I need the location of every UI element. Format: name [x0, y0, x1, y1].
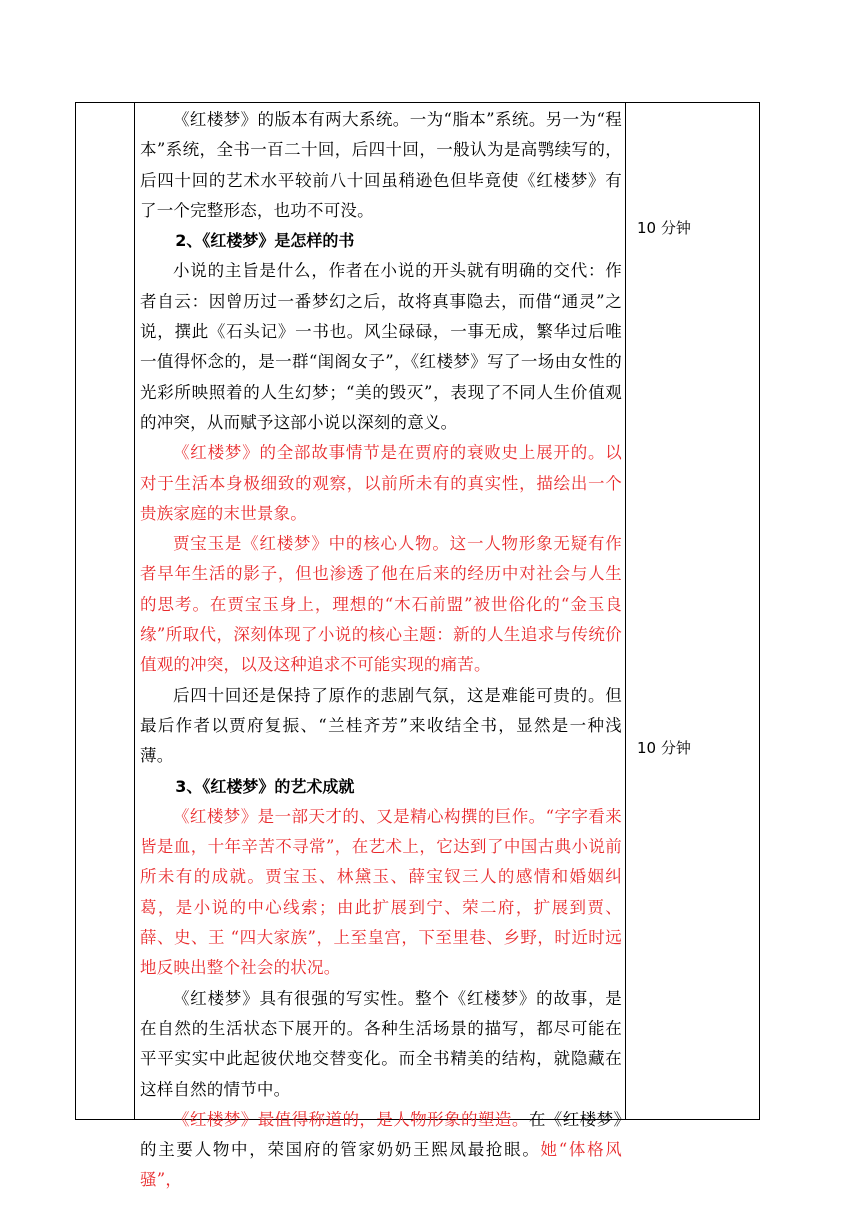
lesson-content [140, 105, 622, 1196]
paragraph-versions: 《红楼梦》的版本有两大系统。一为“脂本”系统。另一为“程本”系统，全书一百二十回，后四十回，一般认为是高鹗续写的，后四十回的艺术水平较前八十回虽稍逊色但毕竟使《红楼梦》有了一个完整形态，也功不可没。 [140, 110, 622, 220]
column-divider [625, 103, 626, 1119]
paragraph-ending: 后四十回还是保持了原作的悲剧气氛，这是难能可贵的。但最后作者以贾府复振、“兰桂齐芳”来收结全书，显然是一种浅薄。 [140, 685, 622, 766]
paragraph-decline: 《红楼梦》的全部故事情节是在贾府的衰败史上展开的。以对于生活本身极细致的观察，以前所未有的真实性，描绘出一个贵族家庭的末世景象。 [140, 443, 622, 523]
text-red-segment: 《红楼梦》最值得称道的，是人物形象的塑造。 [173, 1109, 529, 1129]
paragraph-masterpiece: 《红楼梦》是一部天才的、又是精心构撰的巨作。“字字看来皆是血，十年辛苦不寻常”，在艺术上，它达到了中国古典小说前所未有的成就。贾宝玉、林黛玉、薛宝钗三人的感情和婚姻纠葛，是小说的中心线索；由此扩展到宁、荣二府，扩展到贾、薛、史、王 “四大家族”，上至皇宫，下至里巷、乡野，时近时远地反映出整个社会的状况。 [140, 806, 622, 978]
text-red-segment: 她“体格风骚”， [140, 1140, 623, 1190]
section-heading-3: 3、《红楼梦》的艺术成就 [175, 776, 355, 796]
text-black-segment: 在《红楼梦》的主要人物中，荣国府的管家奶奶王熙凤最抢眼。 [140, 1109, 622, 1160]
lesson-table [75, 102, 760, 1190]
paragraph-characters [140, 1105, 622, 1196]
time-allotment: 10 分钟 [637, 219, 691, 237]
paragraph-baoyu: 贾宝玉是《红楼梦》中的核心人物。这一人物形象无疑有作者早年生活的影子，但也渗透了他在后来的经历中对社会与人生的思考。在贾宝玉身上，理想的“木石前盟”被世俗化的“金玉良缘”所取代，深刻体现了小说的核心主题：新的人生追求与传统价值观的冲突，以及这种追求不可能实现的痛苦。 [140, 534, 622, 675]
paragraph-theme: 小说的主旨是什么，作者在小说的开头就有明确的交代：作者自云：因曾历过一番梦幻之后，故将真事隐去，而借“通灵”之说，撰此《石头记》一书也。风尘碌碌，一事无成，繁华过后唯一值得怀念的，是一群“闺阁女子”，《红楼梦》写了一场由女性的光彩所映照着的人生幻梦；“美的毁灭”，表现了不同人生价值观的冲突，从而赋予这部小说以深刻的意义。 [140, 261, 622, 432]
column-divider [134, 103, 135, 1119]
time-allotment: 10 分钟 [637, 739, 691, 757]
paragraph-realism: 《红楼梦》具有很强的写实性。整个《红楼梦》的故事，是在自然的生活状态下展开的。各种生活场景的描写，都尽可能在平平实实中此起彼伏地交替变化。而全书精美的结构，就隐藏在这样自然的情节中。 [140, 988, 622, 1099]
section-heading-2: 2、《红楼梦》是怎样的书 [175, 231, 355, 251]
